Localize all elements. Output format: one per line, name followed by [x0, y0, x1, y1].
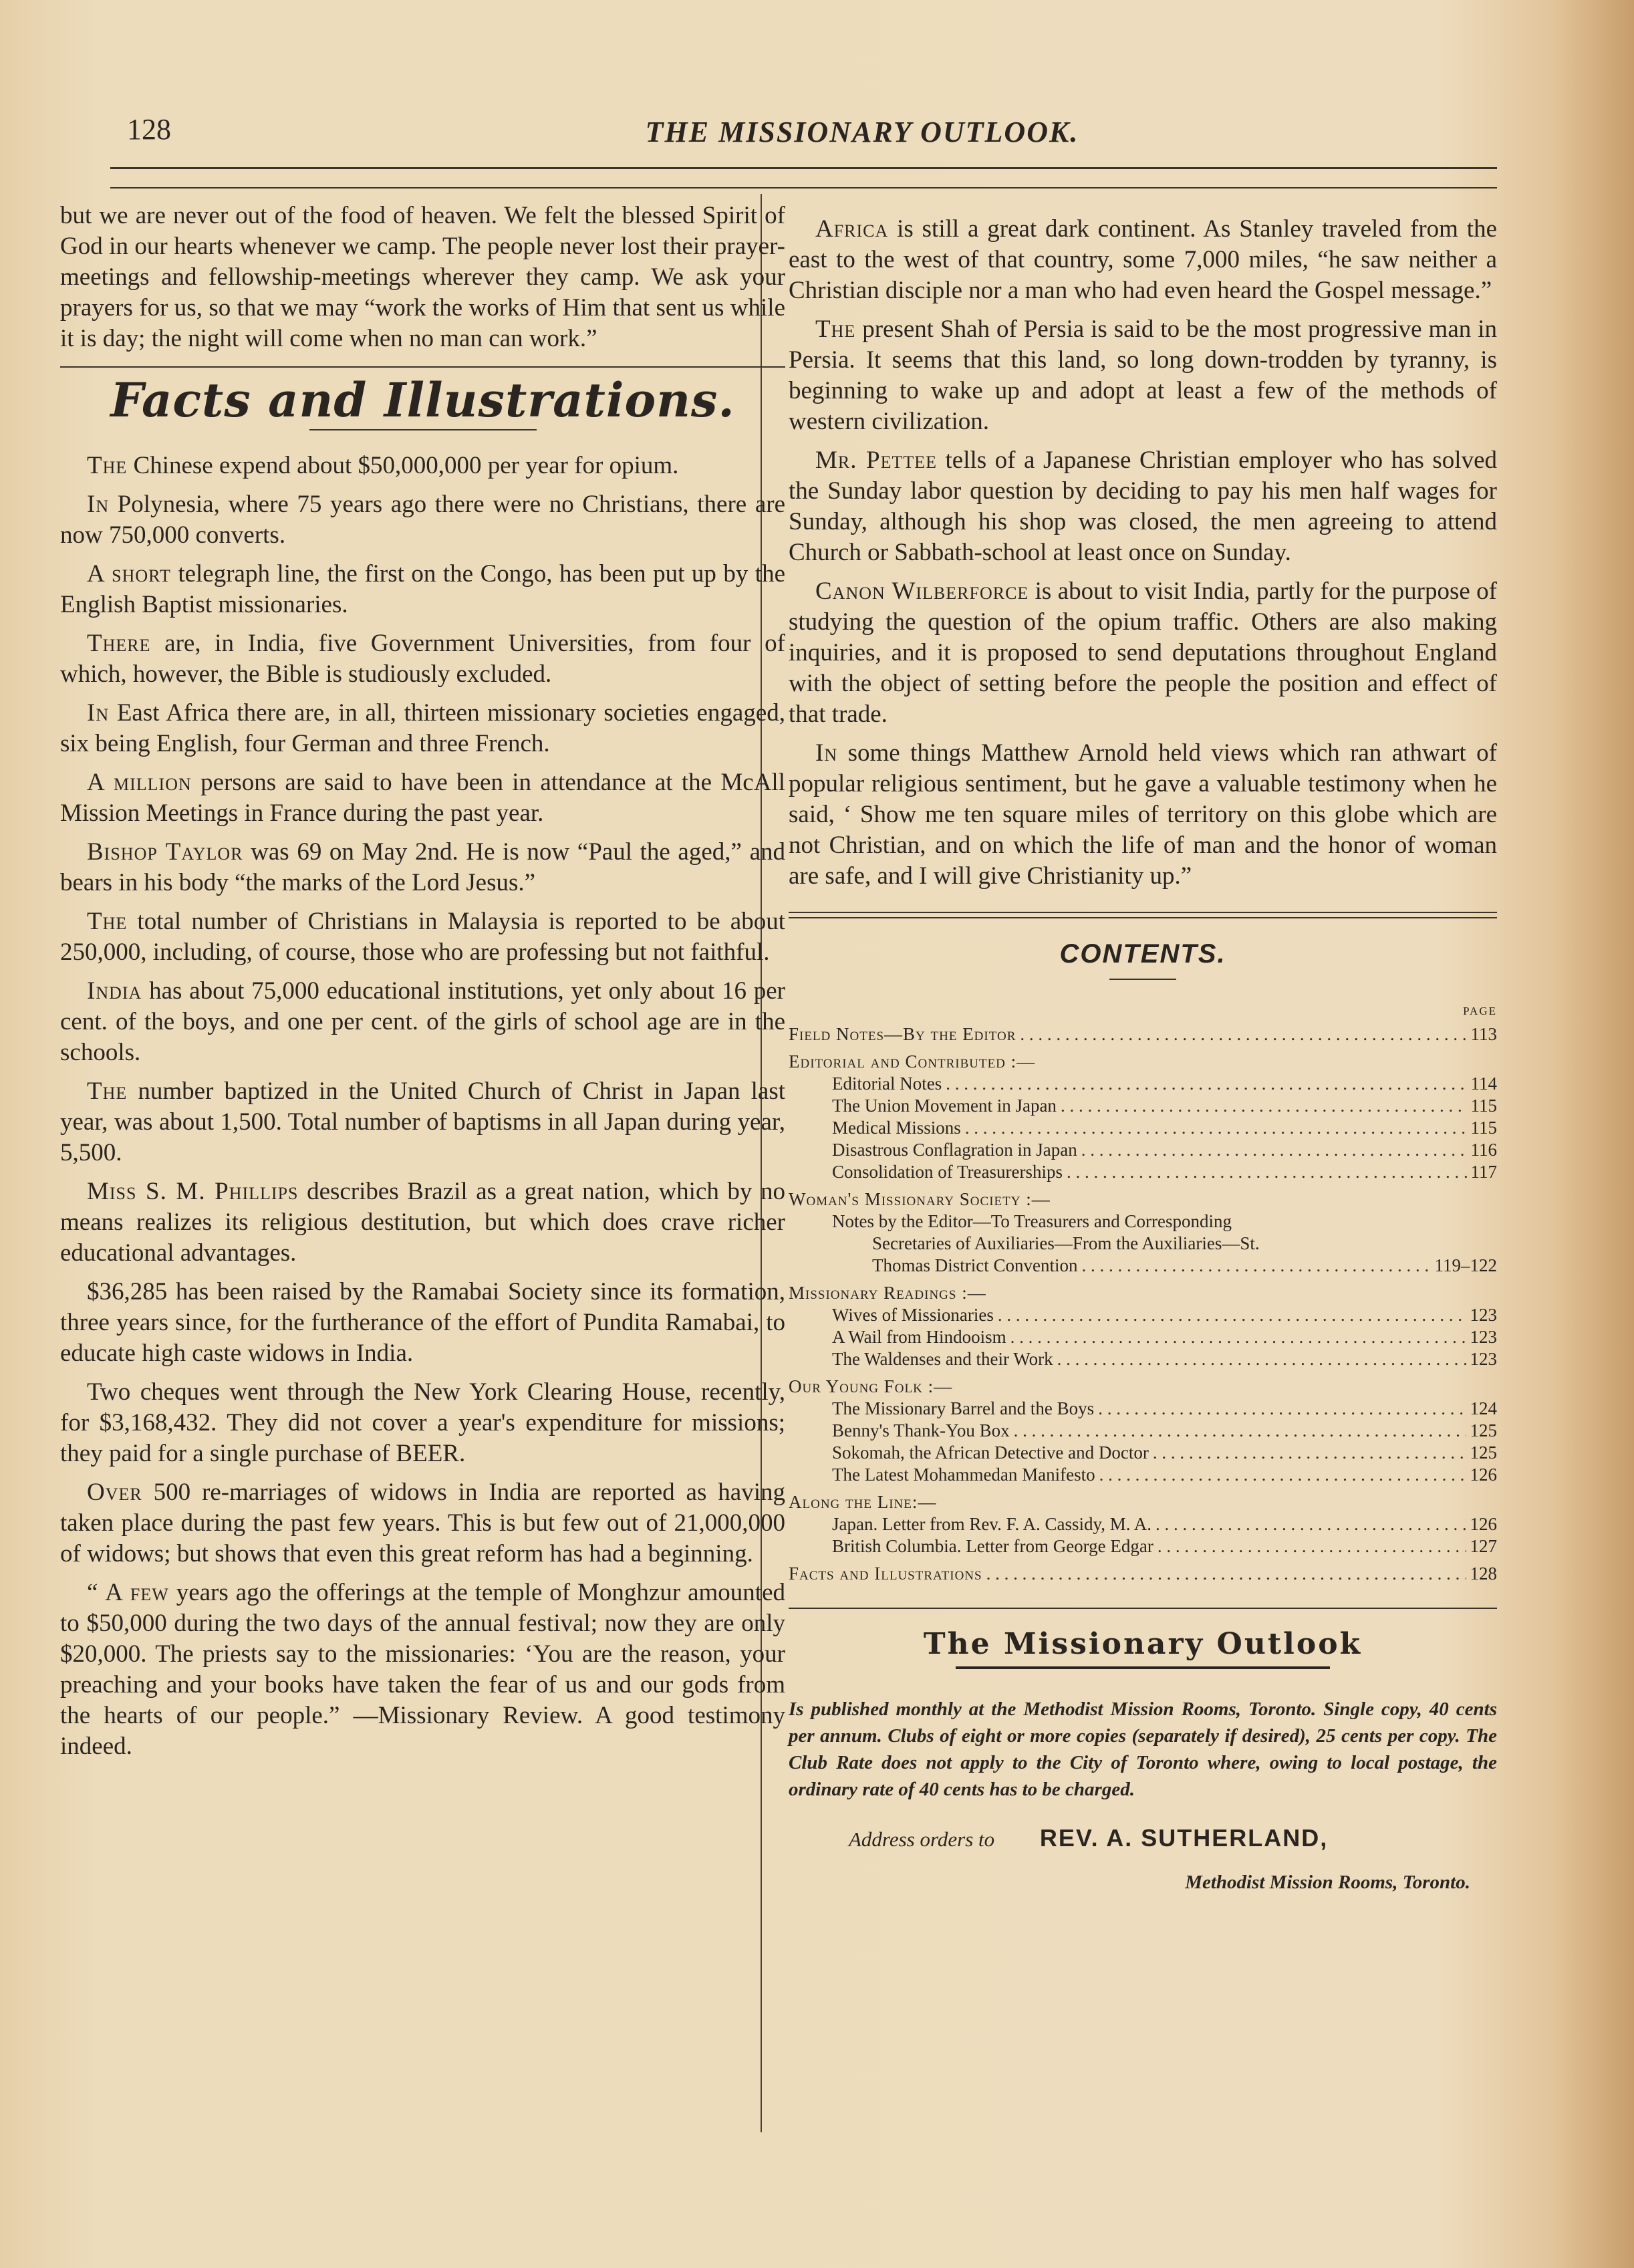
toc-category: Along the Line:— [789, 1492, 937, 1512]
toc-category: Woman's Missionary Society :— [789, 1189, 1051, 1209]
fact-item: In East Africa there are, in all, thirteen missionary societies engaged, six being English, four German and three French. [60, 699, 785, 757]
toc-entry[interactable]: British Columbia. Letter from George Edgar . . . 127 [789, 1535, 1497, 1557]
journal-title: THE MISSIONARY OUTLOOK. [645, 116, 1079, 148]
toc-category: Our Young Folk :— [789, 1376, 953, 1396]
toc-entry[interactable]: Medical Missions . . . 115 [789, 1117, 1497, 1139]
fact-item: In some things Matthew Arnold held views which ran athwart of popular religious sentiment, but he gave a valuable testimony when he said, ‘ Show me ten square miles of territory on this globe which are not Christian, and on which the life of man and the honor of woman are safe, and I will give Christianity up.” [789, 739, 1497, 890]
masthead-title: The Missionary Outlook [923, 1627, 1363, 1661]
toc-entry[interactable]: Facts and Illustrations . . . 128 [789, 1563, 1497, 1585]
section-title: Facts and Illustrations. [110, 372, 735, 428]
toc-page-heading: PAGE [1463, 1005, 1497, 1017]
right-column [789, 214, 1497, 1898]
toc-wrapped-line: Notes by the Editor—To Treasurers and Corresponding [832, 1211, 1232, 1231]
fact-item: A million persons are said to have been in attendance at the McAll Mission Meetings in France during the past year. [60, 769, 785, 827]
section-divider [60, 366, 785, 368]
address-place: Methodist Mission Rooms, Toronto. [1185, 1872, 1470, 1893]
toc-entry[interactable]: Consolidation of Treasurerships . . . 117 [789, 1161, 1497, 1183]
fact-item: The total number of Christians in Malaysia is reported to be about 250,000, including, of course, those who are professing but not faithful. [60, 908, 785, 966]
toc-entry[interactable]: Disastrous Conflagration in Japan . . . 116 [789, 1139, 1497, 1161]
masthead-divider [789, 1608, 1497, 1609]
fact-item: The number baptized in the United Church of Christ in Japan last year, was about 1,500. Total number of baptisms in all Japan during year, 5,500. [60, 1078, 785, 1166]
toc-wrapped-line: Secretaries of Auxiliaries—From the Auxiliaries—St. [872, 1233, 1260, 1253]
toc-entry[interactable]: Editorial Notes . . . 114 [789, 1073, 1497, 1095]
continued-paragraph: but we are never out of the food of heaven. We felt the blessed Spirit of God in our hearts whenever we camp. The people never lost their prayer-meetings and fellowship-meetings wherever they camp. We ask your prayers for us, so that we may “work the works of Him that sent us while it is day; the night will come when no man can work.” [60, 202, 785, 352]
fact-item: India has about 75,000 educational institutions, yet only about 16 per cent. of the boys, and one per cent. of the girls of school age are in the schools. [60, 977, 785, 1066]
toc-entry[interactable]: Field Notes—By the Editor . . . 113 [789, 1023, 1497, 1045]
page-number: 128 [127, 113, 171, 146]
table-of-contents [789, 1000, 1497, 1585]
fact-item: There are, in India, five Government Universities, from four of which, however, the Bible is studiously excluded. [60, 630, 785, 688]
fact-item: Mr. Pettee tells of a Japanese Christian employer who has solved the Sunday labor question by deciding to pay his men half wages for Sunday, although his shop was closed, the men agreeing to attend Church or Sabbath-school at least once on Sunday. [789, 447, 1498, 566]
fact-item: Miss S. M. Phillips describes Brazil as a great nation, which by no means realizes its religious destitution, but which does crave richer educational advantages. [60, 1178, 785, 1267]
fact-item: Canon Wilberforce is about to visit India, partly for the purpose of studying the question of the opium traffic. Others are also making inquiries, and it is proposed to send deputations throughout England with the object of setting before the people the position and effect of that trade. [789, 578, 1497, 728]
toc-entry[interactable]: The Waldenses and their Work . . . 123 [789, 1348, 1497, 1370]
fact-item: A short telegraph line, the first on the Congo, has been put up by the English Baptist missionaries. [60, 560, 786, 618]
fact-item: Two cheques went through the New York Clearing House, recently, for $3,168,432. They did not cover a year's expenditure for missions; they paid for a single purchase of BEER. [60, 1378, 785, 1467]
toc-entry[interactable]: The Missionary Barrel and the Boys . . . 124 [789, 1398, 1497, 1420]
address-label: Address orders to [849, 1828, 995, 1851]
header-rule [110, 167, 1497, 169]
contents-underline [1109, 979, 1176, 980]
fact-item: The present Shah of Persia is said to be the most progressive man in Persia. It seems that this land, so long down-trodden by tyranny, is beginning to wake up and adopt at least a few of the methods of western civilization. [789, 316, 1497, 435]
fact-item: Africa is still a great dark continent. As Stanley traveled from the east to the west of that country, some 7,000 miles, “he saw neither a Christian disciple nor a man who had even heard the Gospel message.” [789, 215, 1497, 304]
title-underline [309, 429, 537, 430]
header-rule-secondary [110, 187, 1497, 188]
fact-item: In Polynesia, where 75 years ago there were no Christians, there are now 750,000 converts. [60, 491, 785, 549]
toc-entry[interactable]: Sokomah, the African Detective and Doctor . . . 125 [789, 1442, 1497, 1464]
fact-item: Bishop Taylor was 69 on May 2nd. He is now “Paul the aged,” and bears in his body “the marks of the Lord Jesus.” [60, 838, 785, 896]
fact-item: “ A few years ago the offerings at the temple of Monghzur amounted to $50,000 during the two days of the annual festival; now they are only $20,000. The priests say to the missionaries: ‘You are the reason, your preaching and your books have taken the fear of us and our gods from the hearts of our people.” —Missionary Review. A good testimony indeed. [60, 1579, 785, 1760]
fact-item: Over 500 re-marriages of widows in India are reported as having taken place during the past few years. This is but few out of 21,000,000 of widows; but shows that even this great reform has had a beginning. [60, 1479, 785, 1567]
fact-item: The Chinese expend about $50,000,000 per year for opium. [87, 452, 679, 479]
running-header [120, 107, 1490, 154]
address-name: REV. A. SUTHERLAND, [1039, 1824, 1329, 1852]
toc-entry[interactable]: The Latest Mohammedan Manifesto . . . 126 [789, 1464, 1497, 1486]
toc-entry[interactable]: Japan. Letter from Rev. F. A. Cassidy, M. A. . . . 126 [789, 1513, 1497, 1535]
toc-entry[interactable]: Thomas District Convention . . . 119–122 [789, 1255, 1497, 1277]
toc-category: Missionary Readings :— [789, 1283, 986, 1303]
left-column [60, 201, 785, 1770]
contents-title: CONTENTS. [1059, 939, 1226, 969]
toc-entry[interactable]: A Wail from Hindooism . . . 123 [789, 1326, 1497, 1348]
toc-entry[interactable]: Wives of Missionaries . . . 123 [789, 1304, 1497, 1326]
toc-category: Editorial and Contributed :— [789, 1051, 1036, 1072]
toc-entry[interactable]: The Union Movement in Japan . . . 115 [789, 1095, 1497, 1117]
toc-entry[interactable]: Benny's Thank-You Box . . . 125 [789, 1420, 1497, 1442]
order-address [789, 1823, 1497, 1898]
contents-divider [789, 912, 1497, 918]
masthead-underline [956, 1666, 1330, 1669]
fact-item: $36,285 has been raised by the Ramabai Society since its formation, three years since, for the furtherance of the effort of Pundita Ramabai, to educate high caste widows in India. [60, 1278, 785, 1367]
publication-note: Is published monthly at the Methodist Mission Rooms, Toronto. Single copy, 40 cents per annum. Clubs of eight or more copies (separately if desired), 25 cents per copy. The Club Rate does not apply to the City of Toronto where, owing to local postage, the ordinary rate of 40 cents has to be charged. [789, 1698, 1497, 1800]
